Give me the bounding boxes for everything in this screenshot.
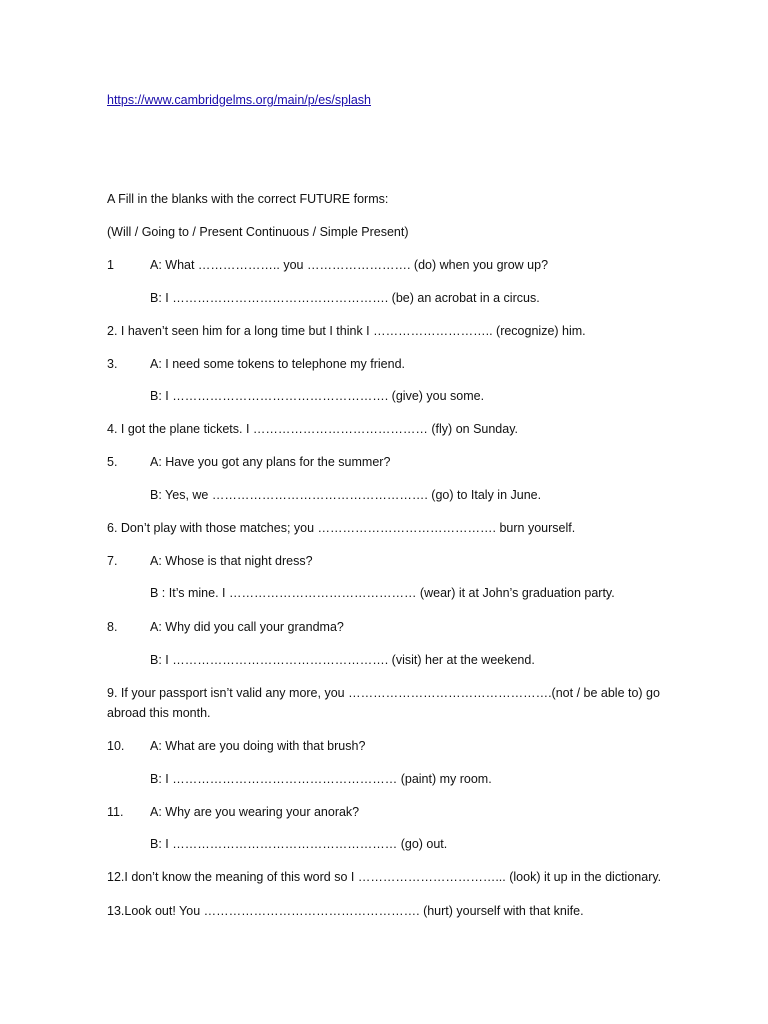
item-8-number: 8.	[107, 620, 118, 634]
item-12: 12.I don’t know the meaning of this word so I ……………………………... (look) it up in the dictionary.	[107, 870, 662, 884]
item-10-line-b: B: I ……………………………………………… (paint) my room.	[150, 772, 492, 786]
item-9-line-2: abroad this month.	[107, 706, 211, 720]
item-3-line-b: B: I ……………………………………………. (give) you some.	[150, 389, 485, 403]
item-11-number: 11.	[107, 805, 124, 819]
item-4: 4. I got the plane tickets. I …………………………………… (fly) on Sunday.	[107, 422, 519, 436]
item-1-line-b: B: I ……………………………………………. (be) an acrobat in a circus.	[150, 291, 540, 305]
item-5-line-a: A: Have you got any plans for the summer?	[150, 455, 391, 469]
item-5-number: 5.	[107, 455, 118, 469]
item-11-line-a: A: Why are you wearing your anorak?	[150, 805, 360, 819]
item-3-line-a: A: I need some tokens to telephone my friend.	[150, 357, 406, 371]
item-5-line-b: B: Yes, we ……………………………………………. (go) to Italy in June.	[150, 488, 542, 502]
item-10-line-a: A: What are you doing with that brush?	[150, 739, 366, 753]
item-6: 6. Don’t play with those matches; you ……………………………………. burn yourself.	[107, 521, 576, 535]
item-7-line-b: B : It’s mine. I ……………………………………… (wear) it at John’s graduation party.	[150, 586, 615, 600]
item-3-number: 3.	[107, 357, 118, 371]
item-1-number: 1	[107, 258, 114, 272]
tense-options: (Will / Going to / Present Continuous / Simple Present)	[107, 225, 409, 239]
item-9-line-1: 9. If your passport isn’t valid any more, you ………………………………………….(not / be able to) go	[107, 686, 660, 700]
item-7-line-a: A: Whose is that night dress?	[150, 554, 313, 568]
cambridge-lms-link[interactable]: https://www.cambridgelms.org/main/p/es/splash	[107, 93, 371, 107]
item-2: 2. I haven’t seen him for a long time but I think I ……………………….. (recognize) him.	[107, 324, 586, 338]
item-7-number: 7.	[107, 554, 118, 568]
item-1-line-a: A: What ……………….. you ……………………. (do) when you grow up?	[150, 258, 549, 272]
exercise-heading: A Fill in the blanks with the correct FUTURE forms:	[107, 192, 389, 206]
item-8-line-b: B: I ……………………………………………. (visit) her at the weekend.	[150, 653, 535, 667]
item-10-number: 10.	[107, 739, 125, 753]
item-13: 13.Look out! You ……………………………………………. (hurt) yourself with that knife.	[107, 904, 584, 918]
item-8-line-a: A: Why did you call your grandma?	[150, 620, 344, 634]
item-11-line-b: B: I ……………………………………………… (go) out.	[150, 837, 448, 851]
